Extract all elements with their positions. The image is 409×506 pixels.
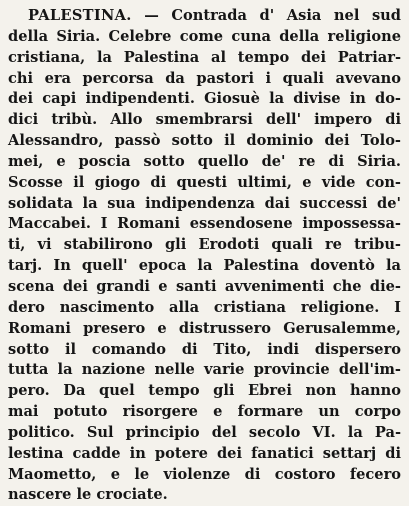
text-line-6: dici tribù. Allo smembrarsi dell' impero di xyxy=(8,111,401,129)
text-line-16: Romani presero e distrussero Gerusalemme, xyxy=(8,319,401,337)
text-line-10: solidata la sua indipendenza dai successi de' xyxy=(8,194,401,212)
text-line-12: ti, vi stabilirono gli Erodoti quali re tribu- xyxy=(8,236,401,254)
entry-heading: PALESTINA. xyxy=(28,7,132,24)
encyclopedia-entry xyxy=(8,6,401,506)
text-line-24: nascere le crociate. xyxy=(8,486,168,504)
text-line-23: Maometto, e le violenze di costoro fecero xyxy=(8,465,401,483)
text-line-19: pero. Da quel tempo gli Ebrei non hanno xyxy=(8,382,401,400)
text-line-5: dei capi indipendenti. Giosuè la divise in do- xyxy=(8,90,401,108)
text-line-2: della Siria. Celebre come cuna della religione xyxy=(8,27,401,45)
text-line-20: mai potuto risorgere e formare un corpo xyxy=(8,403,401,421)
text-line-14: scena dei grandi e santi avvenimenti che die- xyxy=(8,277,401,295)
text-line-11: Maccabei. I Romani essendosene impossessa- xyxy=(8,215,401,233)
text-line-9: Scosse il giogo di questi ultimi, e vide con- xyxy=(8,173,401,191)
text-line-13: tarj. In quell' epoca la Palestina doventò la xyxy=(8,257,401,275)
text-line-4: chi era percorsa da pastori i quali avevano xyxy=(8,69,401,87)
text-line-17: sotto il comando di Tito, indi dispersero xyxy=(8,340,401,358)
text-line-1 xyxy=(8,6,401,27)
text-line-15: dero nascimento alla cristiana religione. I xyxy=(8,298,401,316)
text-line-8: mei, e poscia sotto quello de' re di Siria. xyxy=(8,152,401,170)
text-line-21: politico. Sul principio del secolo VI. la Pa- xyxy=(8,423,401,441)
text-line-1-body: — Contrada d' Asia nel sud xyxy=(144,7,401,24)
text-line-18: tutta la nazione nelle varie provincie dell'im- xyxy=(8,361,401,379)
text-line-3: cristiana, la Palestina al tempo dei Patriar- xyxy=(8,48,401,66)
text-line-22: lestina cadde in potere dei fanatici settarj di xyxy=(8,444,401,462)
text-line-7: Alessandro, passò sotto il dominio dei Tolo- xyxy=(8,132,401,150)
document-page xyxy=(8,6,401,504)
